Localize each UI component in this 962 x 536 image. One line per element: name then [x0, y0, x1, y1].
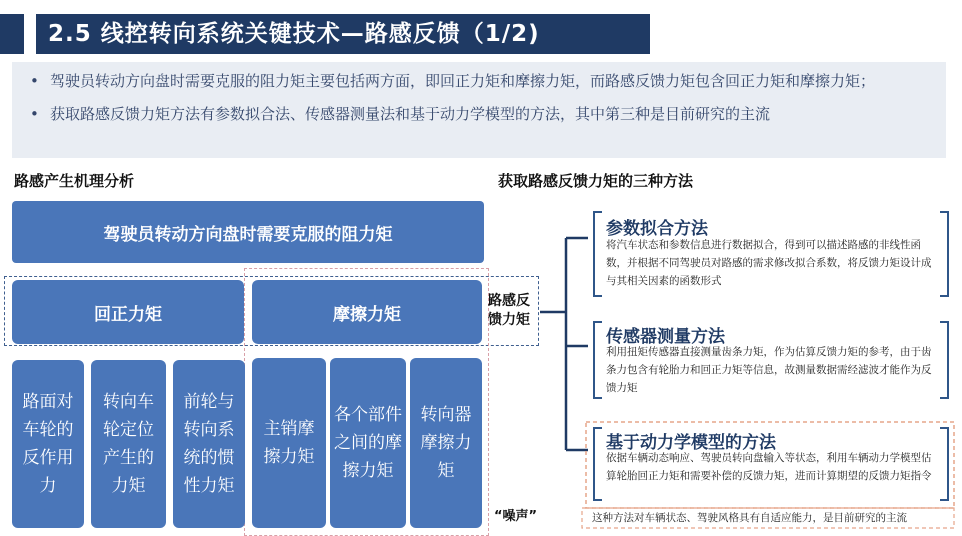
method-desc-sensor-measurement: 利用扭矩传感器直接测量齿条力矩，作为估算反馈力矩的参考，由于齿条力包含有轮胎力和回正力矩等信息，故测量数据需经滤波才能作为反馈力矩: [606, 346, 932, 394]
noise-label: “噪声”: [494, 509, 538, 524]
method-desc-dynamics-model: 依据车辆动态响应、驾驶员转向盘输入等状态，利用车辆动力学模型估算轮胎回正力矩和需要补偿的反馈力矩，进而计算期望的反馈力矩指令: [606, 452, 932, 482]
title-bar: [0, 14, 650, 54]
method-desc-parameter-fitting: 将汽车状态和参数信息进行数据拟合，得到可以描述路感的非线性函数，并根据不同驾驶员对路感的需求修改拟合系数，将反馈力矩设计成与其相关因素的函数形式: [606, 239, 932, 287]
summary-panel: [12, 62, 946, 158]
summary-bullet: • 驾驶员转动方向盘时需要克服的阻力矩主要包括两方面，即回正力矩和摩擦力矩，而路感反馈力矩包含回正力矩和摩擦力矩；: [26, 68, 934, 95]
method-title-parameter-fitting: 参数拟合方法: [606, 219, 708, 239]
title-accent: [0, 14, 24, 54]
aligning-torque-box: 回正力矩: [12, 280, 244, 344]
friction-item-components: 各个部件之间的摩擦力矩: [330, 358, 406, 528]
friction-item-kingpin: 主销摩擦力矩: [252, 358, 326, 528]
aligning-item-road-reaction: 路面对车轮的反作用力: [12, 360, 84, 528]
resistance-torque-box: 驾驶员转动方向盘时需要克服的阻力矩: [12, 201, 484, 263]
method-title-sensor-measurement: 传感器测量方法: [606, 327, 725, 347]
dynamics-model-note: 这种方法对车辆状态、驾驶风格具有自适应能力，是目前研究的主流: [592, 512, 907, 524]
feedback-torque-label: 路感反馈力矩: [488, 293, 530, 328]
left-section-heading: 路感产生机理分析: [14, 172, 135, 190]
summary-bullet: • 获取路感反馈力矩方法有参数拟合法、传感器测量法和基于动力学模型的方法，其中第三种是目前研究的主流: [26, 101, 934, 128]
method-title-dynamics-model: 基于动力学模型的方法: [606, 433, 776, 453]
aligning-item-inertia: 前轮与转向系统的惯性力矩: [173, 360, 245, 528]
friction-item-steering-gear: 转向器摩擦力矩: [410, 358, 482, 528]
aligning-item-wheel-alignment: 转向车轮定位产生的力矩: [91, 360, 166, 528]
friction-torque-box: 摩擦力矩: [252, 280, 482, 344]
right-section-heading: 获取路感反馈力矩的三种方法: [498, 172, 694, 190]
page-title: 2.5 线控转向系统关键技术—路感反馈（1/2): [36, 14, 650, 54]
